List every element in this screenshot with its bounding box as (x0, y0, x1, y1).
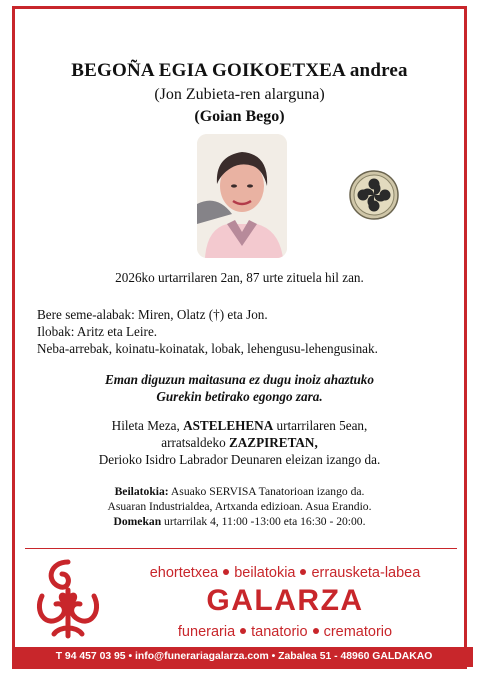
farewell-quote (15, 371, 464, 405)
quote-line: Eman diguzun maitasuna ez dugu inoiz ahaztuko (105, 372, 374, 387)
service-item: errausketa-labea (311, 565, 421, 581)
wake-info (15, 484, 464, 529)
services-basque (110, 565, 460, 581)
bullet-icon (240, 628, 246, 634)
footer-divider (25, 548, 457, 549)
service-item: crematorio (323, 624, 393, 640)
funeral-text: urtarrilaren 5ean, (273, 418, 368, 433)
bullet-icon (313, 628, 319, 634)
funeral-text: arratsaldeko (161, 435, 229, 450)
bullet-icon (223, 569, 229, 575)
funeral-text: Hileta Meza, (111, 418, 184, 433)
nickname: (Goian Bego) (194, 108, 285, 125)
lauburu-icon (349, 170, 399, 220)
funeral-day: ASTELEHENA (183, 418, 274, 433)
services-spanish (110, 624, 460, 640)
funeral-line-3: Derioko Isidro Labrador Deunaren eleizan izango da. (98, 452, 381, 467)
service-item: beilatokia (234, 565, 296, 581)
quote-line: Gurekin betirako egongo zara. (156, 389, 323, 404)
wake-hours: urtarrilak 4, 11:00 -13:00 eta 16:30 - 20:00. (161, 515, 366, 528)
family-relatives: Neba-arrebak, koinatu-koinatak, lobak, lehengusu-lehengusinak. (37, 341, 378, 356)
funeral-line-2 (15, 434, 464, 451)
bullet-icon (300, 569, 306, 575)
wake-day-label: Domekan (113, 515, 162, 528)
portrait-photo (197, 134, 287, 258)
service-item: ehortetxea (149, 565, 219, 581)
service-item: tanatorio (251, 624, 308, 640)
family-list (37, 306, 457, 357)
contact-bar: T 94 457 03 95 • info@funerariagalarza.com • Zabalea 51 - 48960 GALDAKAO (15, 647, 473, 667)
funeral-info (15, 417, 464, 468)
family-children: Bere seme-alabak: Miren, Olatz (†) eta Jon. (37, 307, 268, 322)
death-announcement: 2026ko urtarrilaren 2an, 87 urte zituela hil zan. (115, 270, 364, 285)
deceased-name: BEGOÑA EGIA GOIKOETXEA andrea (71, 60, 408, 81)
galarza-emblem-icon (30, 556, 106, 640)
wake-label: Beilatokia: (114, 485, 169, 498)
wake-text: Asuako SERVISA Tanatorioan izango da. (168, 485, 365, 498)
wake-line-1 (15, 484, 464, 499)
service-item: funeraria (177, 624, 236, 640)
family-grandchildren: Ilobak: Aritz eta Leire. (37, 324, 158, 339)
funeral-time: ZAZPIRETAN, (228, 435, 318, 450)
wake-line-2: Asuaran Industrialdea, Artxanda edizioan. Asua Erandio. (107, 500, 372, 513)
widow-of: (Jon Zubieta-ren alarguna) (154, 86, 325, 103)
brand-name: GALARZA (206, 584, 364, 617)
funeral-line-1 (15, 417, 464, 434)
wake-line-3 (15, 514, 464, 529)
